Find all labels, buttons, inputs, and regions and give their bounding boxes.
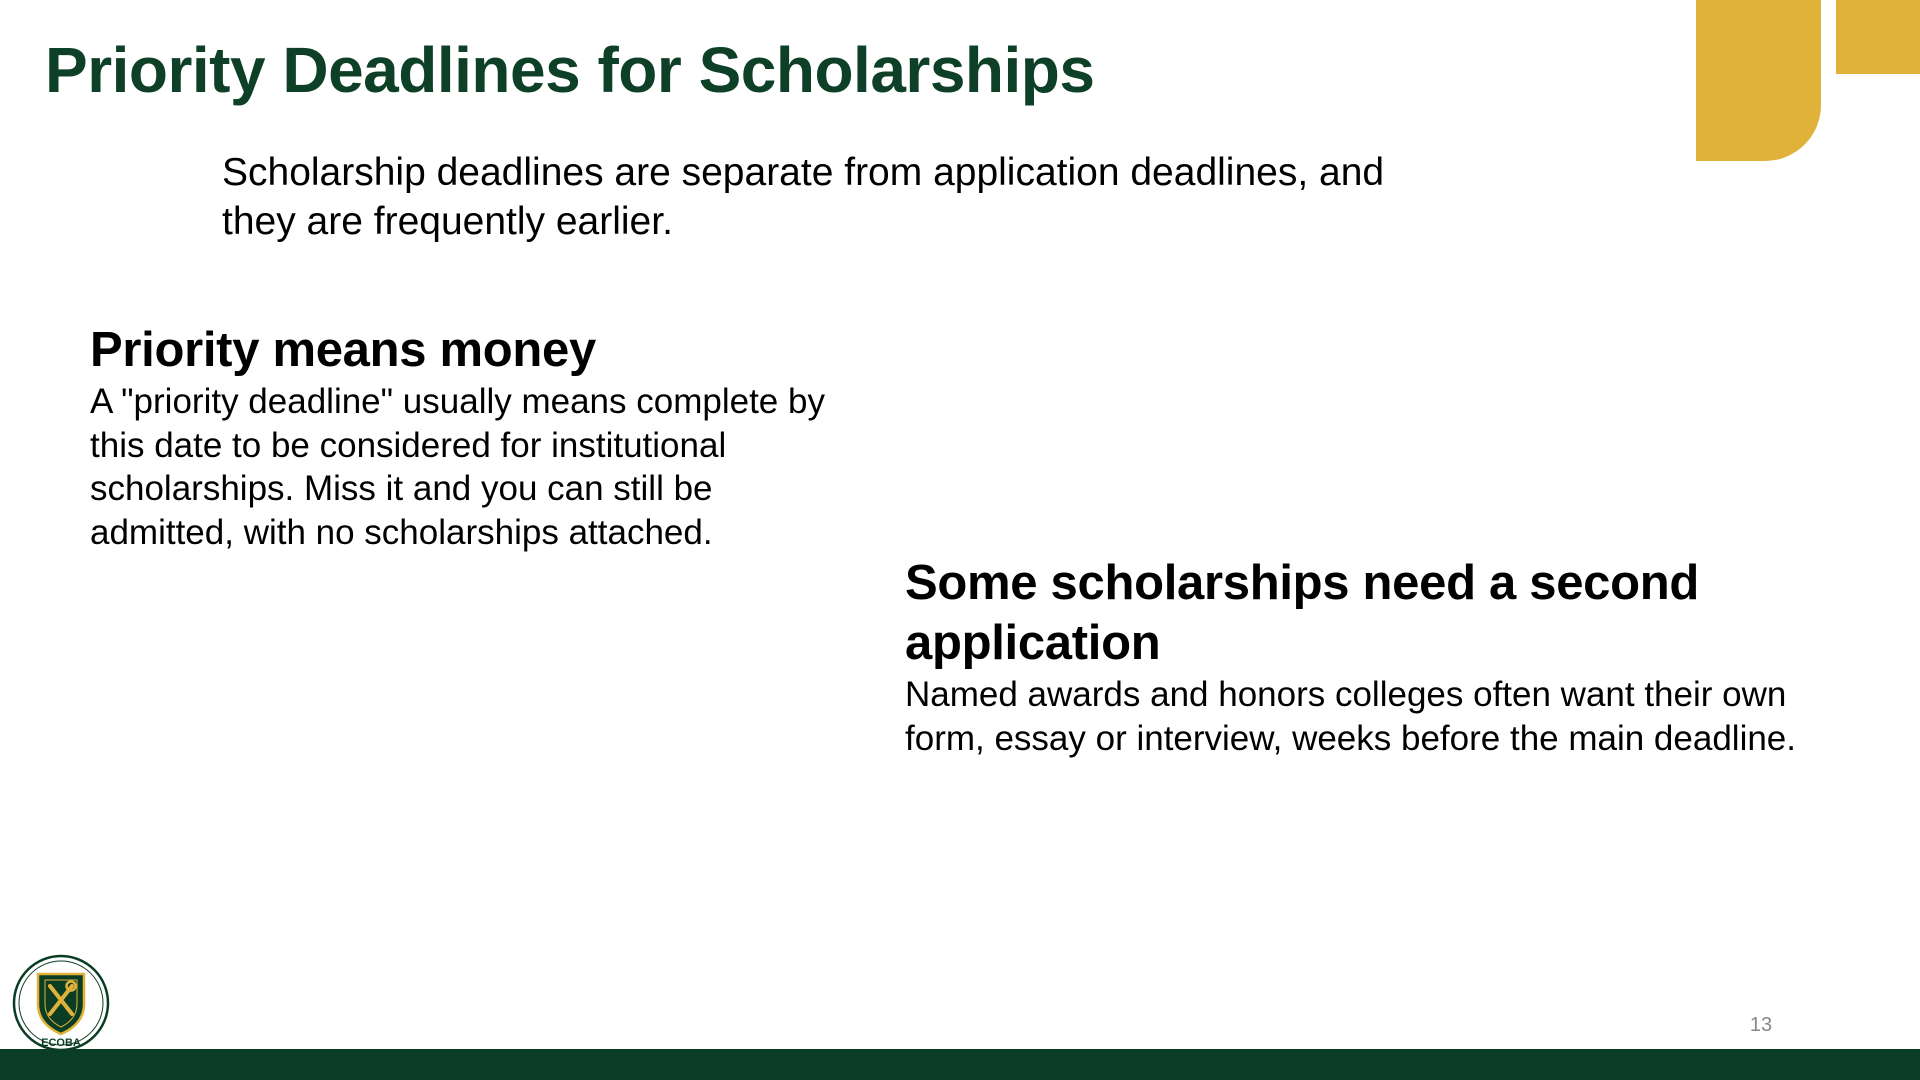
logo-wordmark: ECOBA: [41, 1037, 81, 1049]
section-heading: Priority means money: [90, 323, 596, 377]
section-heading: Some scholarships need a second application: [905, 556, 1700, 670]
page-number: 13: [1749, 1014, 1773, 1036]
gold-corner-shape: [1696, 0, 1821, 161]
ecoba-logo: [12, 954, 110, 1052]
priority-money-section: [90, 320, 850, 554]
gold-corner-square: [1836, 0, 1920, 74]
section-body: Named awards and honors colleges often want their own form, essay or interview, weeks before the main deadline.: [905, 675, 1796, 758]
shield-icon: [12, 954, 110, 1052]
section-body: A "priority deadline" usually means complete by this date to be considered for institutional scholarships. Miss it and you can still be admitted, with no scholarships attached.: [90, 382, 825, 552]
intro-text: Scholarship deadlines are separate from application deadlines, and they are frequently earlier.: [222, 151, 1385, 243]
footer-bar: [0, 1049, 1920, 1080]
second-application-section: [905, 553, 1865, 760]
slide-title: Priority Deadlines for Scholarships: [45, 34, 1095, 106]
